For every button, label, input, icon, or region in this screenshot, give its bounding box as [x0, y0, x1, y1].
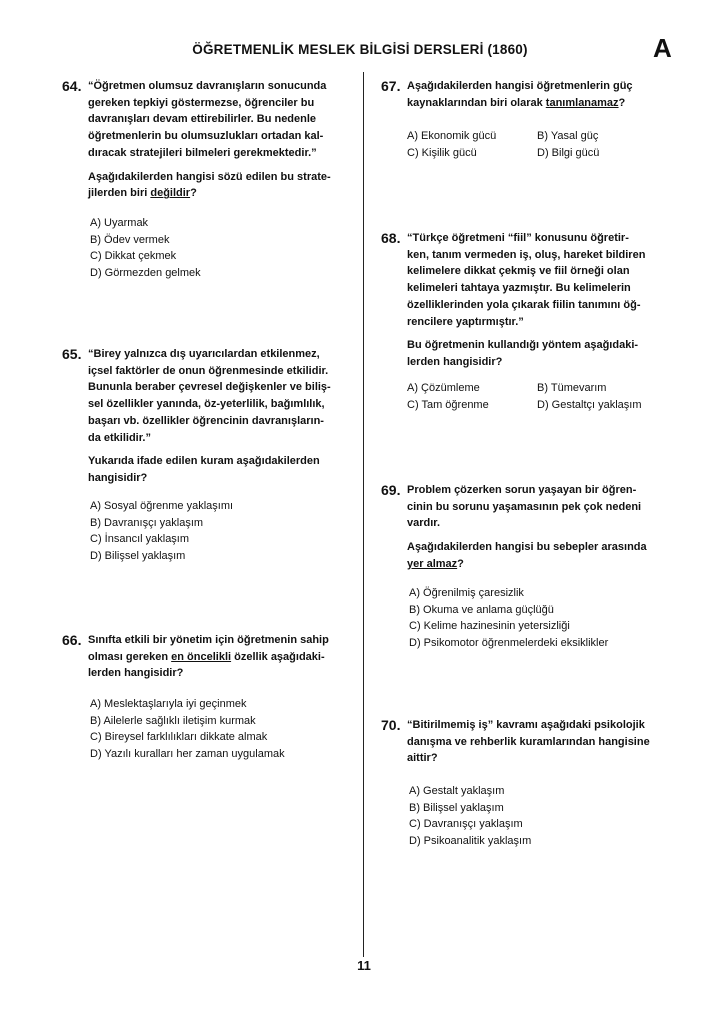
- question-number: 70.: [381, 717, 401, 733]
- page-header-title: ÖĞRETMENLİK MESLEK BİLGİSİ DERSLERİ (1860): [192, 42, 528, 57]
- option-b[interactable]: B) Ailelerle sağlıklı iletişim kurmak: [90, 714, 256, 727]
- passage-line: dıracak stratejileri bilmeleri gerekmektedir.”: [88, 146, 317, 159]
- option-d[interactable]: D) Gestaltçı yaklaşım: [537, 398, 642, 411]
- option-c[interactable]: C) Dikkat çekmek: [90, 250, 177, 263]
- passage-line: öğretmenlerin bu olumsuzlukları ortadan kal-: [88, 130, 324, 143]
- question-stem-line: “Bitirilmemiş iş” kavramı aşağıdaki psikolojik: [407, 719, 645, 731]
- passage-line: “Türkçe öğretmeni “fiil” konusunu öğretir-: [407, 232, 629, 244]
- question-body: [88, 78, 331, 202]
- answer-options: [90, 498, 233, 565]
- option-b[interactable]: B) Tümevarım: [537, 382, 607, 394]
- option-d[interactable]: D) Psikoanalitik yaklaşım: [409, 835, 532, 848]
- option-d[interactable]: D) Psikomotor öğrenmelerdeki eksiklikler: [409, 637, 609, 650]
- option-a[interactable]: A) Gestalt yaklaşım: [409, 785, 505, 797]
- question-stem-line: Aşağıdakilerden hangisi öğretmenlerin güç: [407, 80, 633, 92]
- passage-line: özelliklerinden yola çıkarak fiilin tanımını öğ-: [407, 298, 641, 311]
- option-c[interactable]: C) Davranışçı yaklaşım: [409, 818, 523, 831]
- question-stem-line: kaynaklarından biri olarak tanımlanamaz?: [407, 96, 626, 109]
- passage-line: cinin bu sorunu yaşamasının pek çok nedeni: [407, 500, 642, 513]
- question-stem-line: danışma ve rehberlik kuramlarından hangisine: [407, 735, 650, 748]
- passage-line: “Öğretmen olumsuz davranışların sonucunda: [88, 80, 327, 92]
- question-stem-line: olması gereken en öncelikli özellik aşağıdaki-: [88, 650, 325, 663]
- passage-line: rencilere yaptırmıştır.”: [407, 315, 524, 328]
- answer-options: [409, 783, 531, 850]
- passage-line: sel özellikler yanında, öz-yeterlilik, bağımlılık,: [88, 398, 325, 411]
- passage-line: davranışları devam ettirebilirler. Bu nedenle: [88, 113, 317, 126]
- emphasis-negative: yer almaz: [407, 557, 458, 570]
- passage-line: “Birey yalnızca dış uyarıcılardan etkilenmez,: [88, 348, 320, 360]
- question-stem-line: hangisidir?: [88, 471, 148, 484]
- question-number: 65.: [62, 346, 82, 362]
- question-body: [88, 346, 331, 487]
- option-b[interactable]: B) Ödev vermek: [90, 233, 170, 246]
- question-number: 69.: [381, 482, 401, 498]
- question-stem-line: Yukarıda ifade edilen kuram aşağıdakilerden: [88, 455, 320, 468]
- option-c[interactable]: C) Tam öğrenme: [407, 398, 489, 411]
- answer-options: [407, 380, 667, 413]
- option-a[interactable]: A) Çözümleme: [407, 382, 480, 394]
- option-c[interactable]: C) İnsancıl yaklaşım: [90, 533, 190, 546]
- option-a[interactable]: A) Öğrenilmiş çaresizlik: [409, 587, 524, 599]
- question-stem-line: Aşağıdakilerden hangisi sözü edilen bu strate-: [88, 170, 331, 183]
- question-number: 64.: [62, 78, 82, 94]
- passage-line: Problem çözerken sorun yaşayan bir öğren-: [407, 484, 637, 496]
- passage-line: vardır.: [407, 517, 441, 530]
- question-stem-line: lerden hangisidir?: [88, 667, 184, 680]
- question-number: 67.: [381, 78, 401, 94]
- page-number: 11: [357, 958, 371, 973]
- question-stem-line: Bu öğretmenin kullandığı yöntem aşağıdaki-: [407, 339, 639, 352]
- option-d[interactable]: D) Bilişsel yaklaşım: [90, 550, 186, 563]
- question-body: [407, 717, 650, 767]
- passage-line: içsel faktörler de onun öğrenmesinde etkilidir.: [88, 364, 329, 377]
- emphasis: en öncelikli: [171, 650, 232, 663]
- question-stem-line: Aşağıdakilerden hangisi bu sebepler arasında: [407, 541, 647, 554]
- option-d[interactable]: D) Görmezden gelmek: [90, 267, 201, 280]
- option-a[interactable]: A) Uyarmak: [90, 217, 149, 229]
- option-a[interactable]: A) Meslektaşlarıyla iyi geçinmek: [90, 698, 247, 710]
- question-body: [407, 482, 647, 573]
- answer-options: [90, 696, 285, 763]
- emphasis-negative: tanımlanamaz: [545, 96, 619, 109]
- passage-line: başarı vb. özellikler öğrencinin davranışların-: [88, 414, 324, 427]
- option-a[interactable]: A) Sosyal öğrenme yaklaşımı: [90, 500, 234, 512]
- question-stem-line: lerden hangisidir?: [407, 355, 503, 368]
- option-d[interactable]: D) Yazılı kuralları her zaman uygulamak: [90, 748, 285, 761]
- question-body: [407, 230, 645, 371]
- answer-options: [90, 215, 201, 282]
- question-body: [407, 78, 633, 111]
- option-d[interactable]: D) Bilgi gücü: [537, 146, 600, 159]
- passage-line: da etkilidir.”: [88, 431, 151, 444]
- option-b[interactable]: B) Okuma ve anlama güçlüğü: [409, 603, 554, 616]
- emphasis-negative: değildir: [150, 187, 191, 200]
- passage-line: kelimelere dikkat çekmiş ve fiil örneği olan: [407, 265, 630, 278]
- option-b[interactable]: B) Bilişsel yaklaşım: [409, 801, 504, 814]
- question-number: 66.: [62, 632, 82, 648]
- column-divider: [363, 72, 364, 957]
- option-c[interactable]: C) Kelime hazinesinin yetersizliği: [409, 620, 570, 633]
- option-c[interactable]: C) Kişilik gücü: [407, 146, 477, 159]
- answer-options: [407, 128, 667, 161]
- answer-options: [409, 585, 608, 652]
- option-b[interactable]: B) Yasal güç: [537, 130, 599, 142]
- question-number: 68.: [381, 230, 401, 246]
- question-stem-line: jilerden biri değildir?: [88, 187, 197, 200]
- passage-line: gereken tepkiyi göstermezse, öğrenciler bu: [88, 96, 315, 109]
- question-stem-line: yer almaz?: [407, 557, 464, 570]
- option-c[interactable]: C) Bireysel farklılıkları dikkate almak: [90, 731, 268, 744]
- question-stem-line: aittir?: [407, 752, 438, 765]
- question-stem-line: Sınıfta etkili bir yönetim için öğretmenin sahip: [88, 634, 329, 646]
- booklet-type-letter: A: [653, 33, 672, 63]
- passage-line: ken, tanım vermeden iş, oluş, hareket bildiren: [407, 248, 646, 261]
- passage-line: Bununla beraber çevresel değişkenler ve biliş-: [88, 381, 331, 394]
- option-a[interactable]: A) Ekonomik gücü: [407, 130, 497, 142]
- passage-line: kelimeleri tahtaya yazmıştır. Bu kelimelerin: [407, 282, 631, 295]
- option-b[interactable]: B) Davranışçı yaklaşım: [90, 516, 204, 529]
- question-body: [88, 632, 329, 682]
